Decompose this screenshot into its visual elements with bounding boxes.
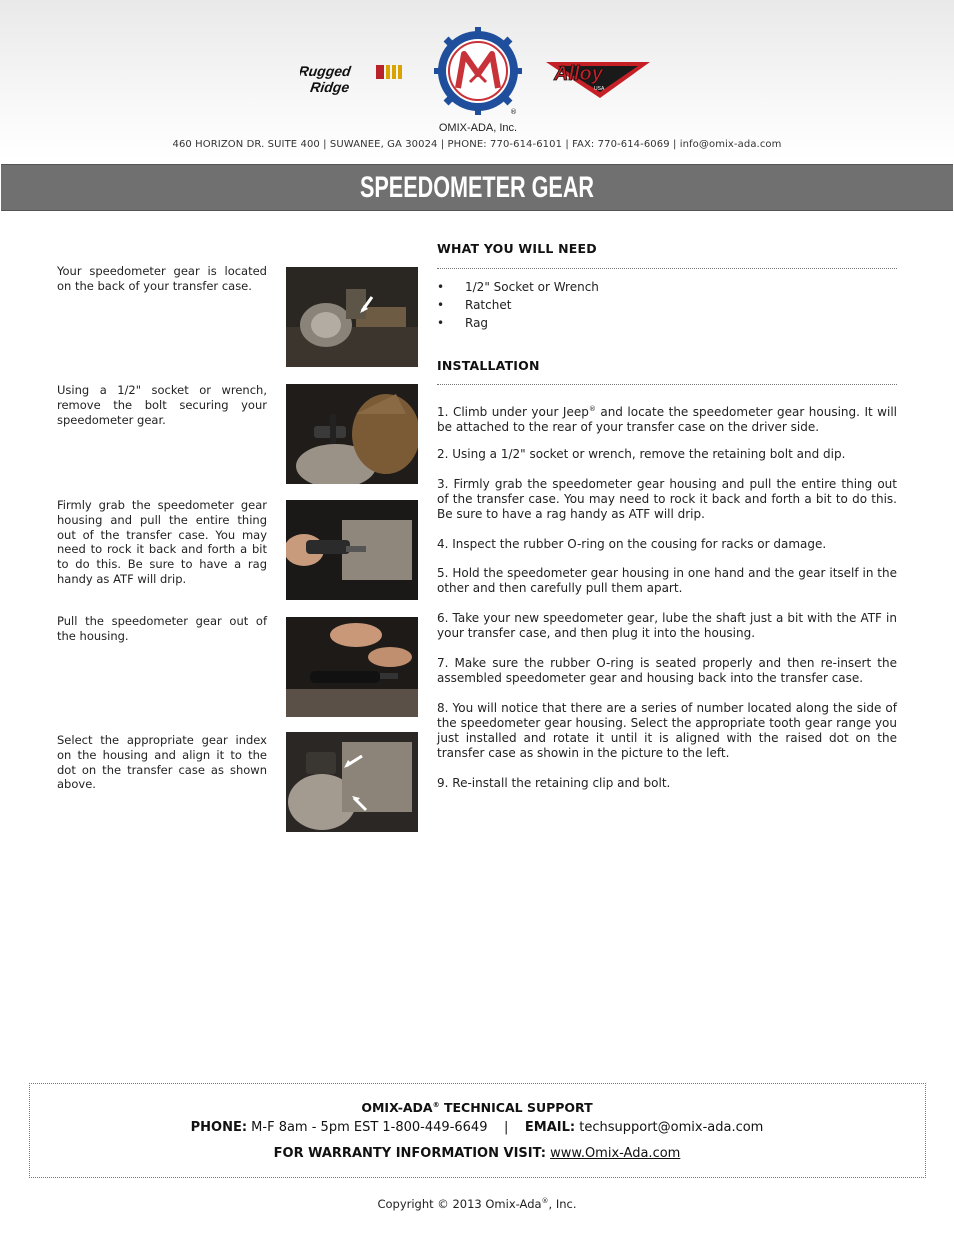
- support-heading: OMIX-ADA® TECHNICAL SUPPORT: [361, 1100, 593, 1115]
- step-caption-4: Pull the speedometer gear out of the housing.: [57, 614, 267, 643]
- title-bar: [1, 164, 953, 211]
- list-item: • Ratchet: [437, 298, 512, 312]
- step-caption-5: Select the appropriate gear index on the housing and align it to the dot on the transfer case as shown above.: [57, 733, 267, 792]
- copyright: Copyright © 2013 Omix-Ada®, Inc.: [377, 1197, 577, 1211]
- step-caption-1: Your speedometer gear is located on the back of your transfer case.: [57, 264, 267, 293]
- omix-ada-logo: [430, 26, 526, 134]
- install-step-3: 3. Firmly grab the speedometer gear housing and pull the entire thing out of the transfer case. You may need to rock it back and forth a bit to do this. Be sure to have a rag handy as ATF will drip.: [437, 477, 897, 521]
- alloy-usa-logo: [542, 56, 654, 104]
- install-step-5: 5. Hold the speedometer gear housing in one hand and the gear itself in the other and then carefully pull them apart.: [437, 566, 897, 595]
- support-phone: M-F 8am - 5pm EST 1-800-449-6649: [247, 1120, 488, 1135]
- install-step-2: 2. Using a 1/2" socket or wrench, remove the retaining bolt and dip.: [437, 447, 846, 461]
- svg-text:USA: USA: [594, 86, 605, 92]
- install-step-7: 7. Make sure the rubber O-ring is seated properly and then re-insert the assembled speedometer gear and housing back into the transfer case.: [437, 656, 897, 685]
- install-step-6: 6. Take your new speedometer gear, lube the shaft just a bit with the ATF in your transfer case, and then plug it into the housing.: [437, 611, 897, 640]
- header-logos: [0, 20, 954, 134]
- step-photo-1: [286, 267, 418, 367]
- step-caption-3: Firmly grab the speedometer gear housing and pull the entire thing out of the transfer case. You may need to rock it back and forth a bit to do this. Be sure to have a rag handy as ATF will drip.: [57, 498, 267, 586]
- svg-text:Alloy: Alloy: [554, 63, 603, 85]
- svg-text:Ridge: Ridge: [309, 79, 351, 95]
- installation-divider: [437, 384, 897, 385]
- step-photo-5: [286, 732, 418, 832]
- page-title: SPEEDOMETER GEAR: [359, 171, 595, 204]
- rugged-ridge-logo: [300, 62, 420, 102]
- need-heading: WHAT YOU WILL NEED: [437, 241, 597, 256]
- step-caption-2: Using a 1/2" socket or wrench, remove the bolt securing your speedometer gear.: [57, 383, 267, 427]
- support-email[interactable]: techsupport@omix-ada.com: [575, 1120, 764, 1135]
- install-step-9: 9. Re-install the retaining clip and bolt.: [437, 776, 671, 790]
- list-item: • 1/2" Socket or Wrench: [437, 280, 599, 294]
- svg-text:®: ®: [510, 108, 517, 116]
- svg-text:Rugged: Rugged: [300, 63, 352, 79]
- need-list: [437, 278, 599, 332]
- omix-ada-name: OMIX-ADA, Inc.: [438, 122, 518, 134]
- installation-heading: INSTALLATION: [437, 358, 540, 373]
- install-step-8: 8. You will notice that there are a series of number located along the side of the speedometer gear housing. Select the appropriate tooth gear range you just installed and rotate it until it is aligned with the raised dot on the transfer case as showin in the picture to the left.: [437, 701, 897, 760]
- need-divider: [437, 268, 897, 269]
- step-photo-3: [286, 500, 418, 600]
- warranty-line: FOR WARRANTY INFORMATION VISIT: www.Omix-Ada.com: [273, 1146, 681, 1161]
- warranty-link[interactable]: www.Omix-Ada.com: [550, 1146, 681, 1161]
- list-item: • Rag: [437, 316, 489, 330]
- install-step-1: 1. Climb under your Jeep® and locate the speedometer gear housing. It will be attached to the rear of your transfer case on the driver side.: [437, 405, 898, 434]
- company-address: 460 HORIZON DR. SUITE 400 | SUWANEE, GA 30024 | PHONE: 770-614-6101 | FAX: 770-614-6069 | info@omix-ada.com: [172, 139, 782, 150]
- support-contact-line: PHONE: M-F 8am - 5pm EST 1-800-449-6649 | EMAIL: techsupport@omix-ada.com: [190, 1120, 764, 1135]
- install-step-4: 4. Inspect the rubber O-ring on the cousing for racks or damage.: [437, 537, 827, 551]
- step-photo-2: [286, 384, 418, 484]
- step-photo-4: [286, 617, 418, 717]
